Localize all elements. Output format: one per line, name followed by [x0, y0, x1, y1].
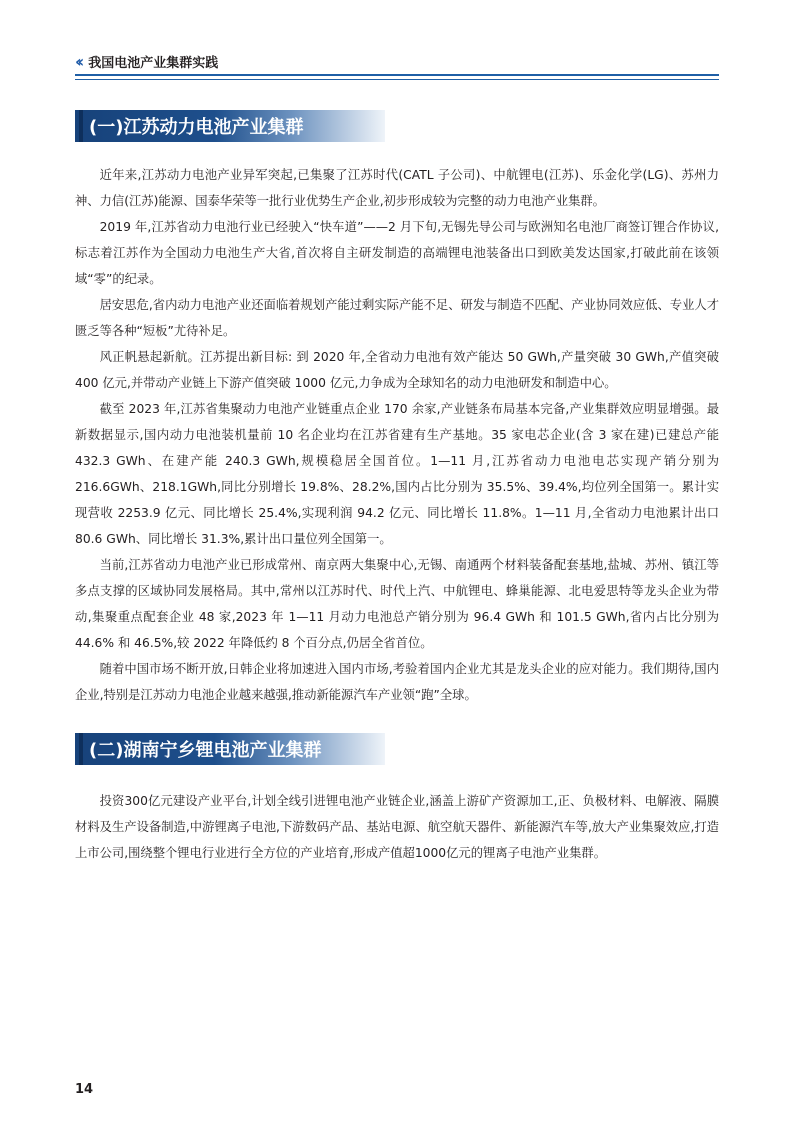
page-number: 14	[75, 1082, 94, 1097]
section-body-jiangsu	[75, 162, 719, 708]
running-header-title: 我国电池产业集群实践	[88, 55, 219, 71]
heading-stripe	[79, 733, 83, 765]
paragraph: 截至 2023 年,江苏省集聚动力电池产业链重点企业 170 余家,产业链条布局基本完备,产业集群效应明显增强。最新数据显示,国内动力电池装机量前 10 名企业均在江苏省建有生产基地。35 家电芯企业(含 3 家在建)已建总产能 432.3 GWh、在建产能 240.3 GWh,规模稳居全国首位。1—11 月,江苏省动力电池电芯实现产销分别为 216.6GWh、218.1GWh,同比分别增长 19.8%、28.2%,国内占比分别为 35.5%、39.4%,均位列全国第一。累计实现营收 2253.9 亿元、同比增长 25.4%,实现利润 94.2 亿元、同比增长 11.8%。1—11 月,全省动力电池累计出口 80.6 GWh、同比增长 31.3%,累计出口量位列全国第一。	[75, 402, 719, 546]
heading-stripe	[79, 110, 83, 142]
paragraph: 当前,江苏省动力电池产业已形成常州、南京两大集聚中心,无锡、南通两个材料装备配套基地,盐城、苏州、镇江等多点支撑的区域协同发展格局。其中,常州以江苏时代、时代上汽、中航锂电、蜂巢能源、北电爱思特等龙头企业为带动,集聚重点配套企业 48 家,2023 年 1—11 月动力电池总产销分别为 96.4 GWh 和 101.5 GWh,省内占比分别为 44.6% 和 46.5%,较 2022 年降低约 8 个百分点,仍居全省首位。	[75, 558, 719, 650]
double-chevron-left-icon: ‹‹	[75, 51, 81, 71]
paragraph: 居安思危,省内动力电池产业还面临着规划产能过剩实际产能不足、研发与制造不匹配、产业协同效应低、专业人才匮乏等各种“短板”尤待补足。	[75, 298, 719, 338]
paragraph: 随着中国市场不断开放,日韩企业将加速进入国内市场,考验着国内企业尤其是龙头企业的应对能力。我们期待,国内企业,特别是江苏动力电池企业越来越强,推动新能源汽车产业领“跑”全球。	[75, 662, 719, 702]
paragraph: 2019 年,江苏省动力电池行业已经驶入“快车道”——2 月下旬,无锡先导公司与欧洲知名电池厂商签订锂合作协议,标志着江苏作为全国动力电池生产大省,首次将自主研发制造的高端锂电池装备出口到欧美发达国家,打破此前在该领域“零”的纪录。	[75, 220, 719, 286]
section-body-hunan	[75, 788, 719, 866]
paragraph: 风正帆悬起新航。江苏提出新目标: 到 2020 年,全省动力电池有效产能达 50 GWh,产量突破 30 GWh,产值突破 400 亿元,并带动产业链上下游产值突破 1000 亿元,力争成为全球知名的动力电池研发和制造中心。	[75, 350, 719, 390]
section-heading-jiangsu	[75, 110, 385, 142]
section-heading-hunan	[75, 733, 385, 765]
running-header	[75, 50, 719, 72]
header-rule	[75, 74, 719, 76]
header-rule-thin	[75, 79, 719, 80]
section-title: (二)湖南宁乡锂电池产业集群	[89, 740, 322, 761]
paragraph: 近年来,江苏动力电池产业异军突起,已集聚了江苏时代(CATL 子公司)、中航锂电(江苏)、乐金化学(LG)、苏州力神、力信(江苏)能源、国泰华荣等一批行业优势生产企业,初步形成较为完整的动力电池产业集群。	[75, 168, 719, 208]
section-title: (一)江苏动力电池产业集群	[89, 117, 304, 138]
paragraph: 投资300亿元建设产业平台,计划全线引进锂电池产业链企业,涵盖上游矿产资源加工,正、负极材料、电解液、隔膜材料及生产设备制造,中游锂离子电池,下游数码产品、基站电源、航空航天器件、新能源汽车等,放大产业集聚效应,打造上市公司,围绕整个锂电行业进行全方位的产业培育,形成产值超1000亿元的锂离子电池产业集群。	[75, 794, 719, 860]
